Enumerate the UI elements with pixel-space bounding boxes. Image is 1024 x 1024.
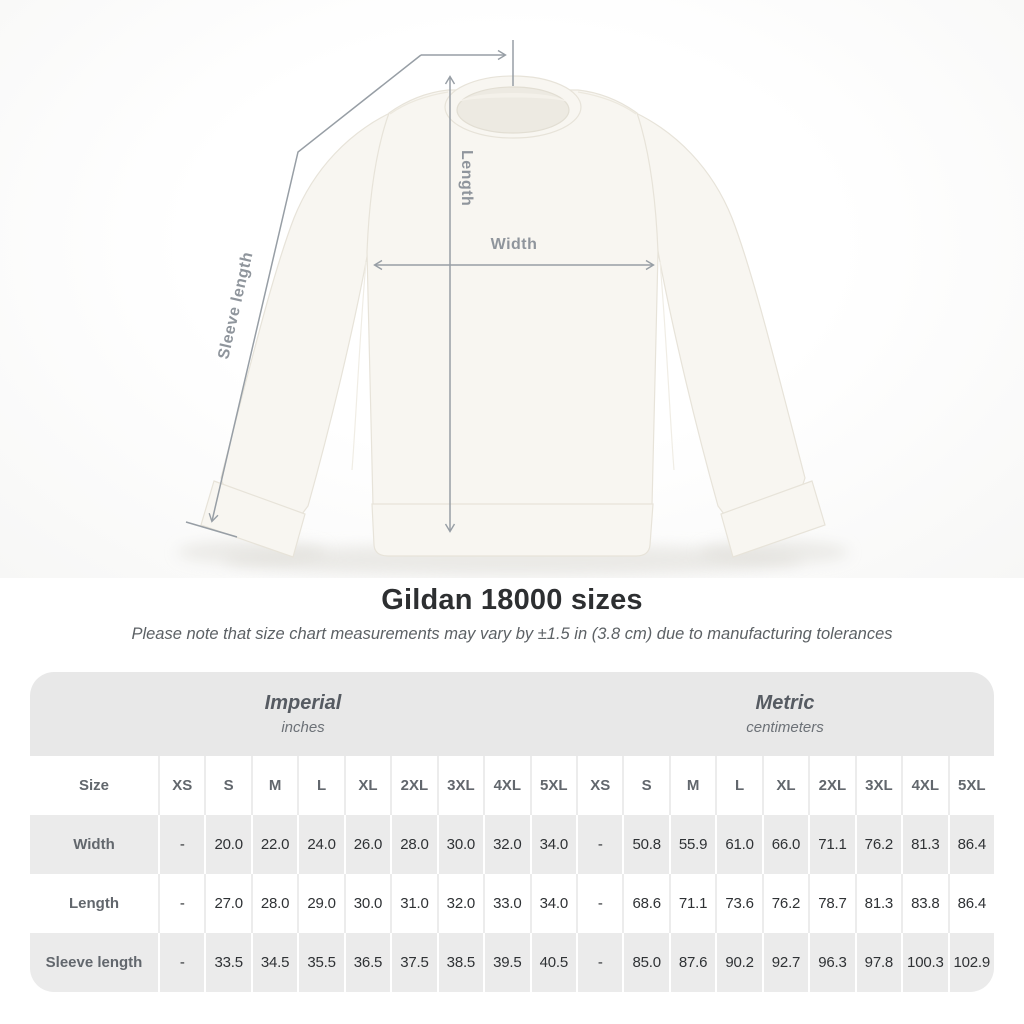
size-col-header-imperial: 2XL (390, 756, 436, 815)
size-col-header-metric: 4XL (901, 756, 947, 815)
imperial-label: Imperial (264, 692, 342, 714)
metric-value: 68.6 (622, 874, 668, 933)
metric-value: 96.3 (808, 933, 854, 992)
size-col-header-metric: 3XL (855, 756, 901, 815)
imperial-value: - (158, 933, 204, 992)
imperial-value: 39.5 (483, 933, 529, 992)
metric-value: - (576, 933, 622, 992)
metric-value: 83.8 (901, 874, 947, 933)
metric-value: 66.0 (762, 815, 808, 874)
imperial-value: 35.5 (297, 933, 343, 992)
imperial-value: 26.0 (344, 815, 390, 874)
width-label: Width (490, 236, 538, 253)
imperial-value: 24.0 (297, 815, 343, 874)
metric-value: 86.4 (948, 815, 994, 874)
imperial-value: 32.0 (437, 874, 483, 933)
hem-band (372, 504, 653, 556)
metric-value: 76.2 (762, 874, 808, 933)
metric-value: 102.9 (948, 933, 994, 992)
imperial-sublabel: inches (281, 719, 325, 736)
imperial-value: 28.0 (251, 874, 297, 933)
tolerance-note: Please note that size chart measurements may vary by ±1.5 in (3.8 cm) due to manufacturing tolerances (131, 625, 893, 643)
imperial-value: 34.0 (530, 874, 576, 933)
imperial-value: 30.0 (437, 815, 483, 874)
imperial-value: 34.5 (251, 933, 297, 992)
size-col-header-imperial: 4XL (483, 756, 529, 815)
metric-value: 61.0 (715, 815, 761, 874)
imperial-value: 22.0 (251, 815, 297, 874)
imperial-value: 33.0 (483, 874, 529, 933)
metric-header (576, 672, 994, 756)
metric-value: 55.9 (669, 815, 715, 874)
imperial-value: 30.0 (344, 874, 390, 933)
size-col-header-imperial: L (297, 756, 343, 815)
metric-value: - (576, 874, 622, 933)
imperial-value: 36.5 (344, 933, 390, 992)
metric-value: 71.1 (808, 815, 854, 874)
imperial-value: - (158, 874, 204, 933)
metric-value: 81.3 (901, 815, 947, 874)
unit-header-band (30, 672, 994, 756)
imperial-value: 37.5 (390, 933, 436, 992)
page-title: Gildan 18000 sizes (381, 584, 643, 616)
size-col-header-imperial: XS (158, 756, 204, 815)
metric-value: 87.6 (669, 933, 715, 992)
size-col-header-imperial: 5XL (530, 756, 576, 815)
imperial-value: 27.0 (204, 874, 250, 933)
size-col-header-metric: M (669, 756, 715, 815)
size-chart-table (30, 672, 994, 992)
size-col-header-metric: XS (576, 756, 622, 815)
imperial-value: 33.5 (204, 933, 250, 992)
metric-value: 76.2 (855, 815, 901, 874)
size-col-header-imperial: 3XL (437, 756, 483, 815)
imperial-value: 32.0 (483, 815, 529, 874)
imperial-value: 31.0 (390, 874, 436, 933)
row-label: Width (30, 815, 158, 874)
metric-value: 100.3 (901, 933, 947, 992)
size-col-header-imperial: XL (344, 756, 390, 815)
metric-value: 73.6 (715, 874, 761, 933)
imperial-value: 29.0 (297, 874, 343, 933)
metric-value: 85.0 (622, 933, 668, 992)
sleeve-length-label: Sleeve length (215, 250, 257, 361)
metric-value: 90.2 (715, 933, 761, 992)
imperial-value: 38.5 (437, 933, 483, 992)
imperial-value: 20.0 (204, 815, 250, 874)
size-grid (30, 756, 994, 992)
metric-value: 92.7 (762, 933, 808, 992)
size-col-header-metric: 2XL (808, 756, 854, 815)
metric-sublabel: centimeters (746, 719, 824, 736)
imperial-value: 34.0 (530, 815, 576, 874)
metric-value: 81.3 (855, 874, 901, 933)
imperial-value: - (158, 815, 204, 874)
imperial-header (30, 672, 576, 756)
row-label: Length (30, 874, 158, 933)
metric-value: 86.4 (948, 874, 994, 933)
size-col-header-metric: L (715, 756, 761, 815)
sweatshirt-illustration (201, 76, 825, 557)
size-col-header-metric: S (622, 756, 668, 815)
size-col-header-metric: 5XL (948, 756, 994, 815)
size-col-header-metric: XL (762, 756, 808, 815)
metric-value: 97.8 (855, 933, 901, 992)
size-header-cell: Size (30, 756, 158, 815)
metric-label: Metric (755, 692, 815, 714)
imperial-value: 28.0 (390, 815, 436, 874)
metric-value: 50.8 (622, 815, 668, 874)
size-col-header-imperial: M (251, 756, 297, 815)
imperial-value: 40.5 (530, 933, 576, 992)
metric-value: - (576, 815, 622, 874)
metric-value: 78.7 (808, 874, 854, 933)
metric-value: 71.1 (669, 874, 715, 933)
length-label: Length (458, 150, 475, 207)
row-label: Sleeve length (30, 933, 158, 992)
size-col-header-imperial: S (204, 756, 250, 815)
